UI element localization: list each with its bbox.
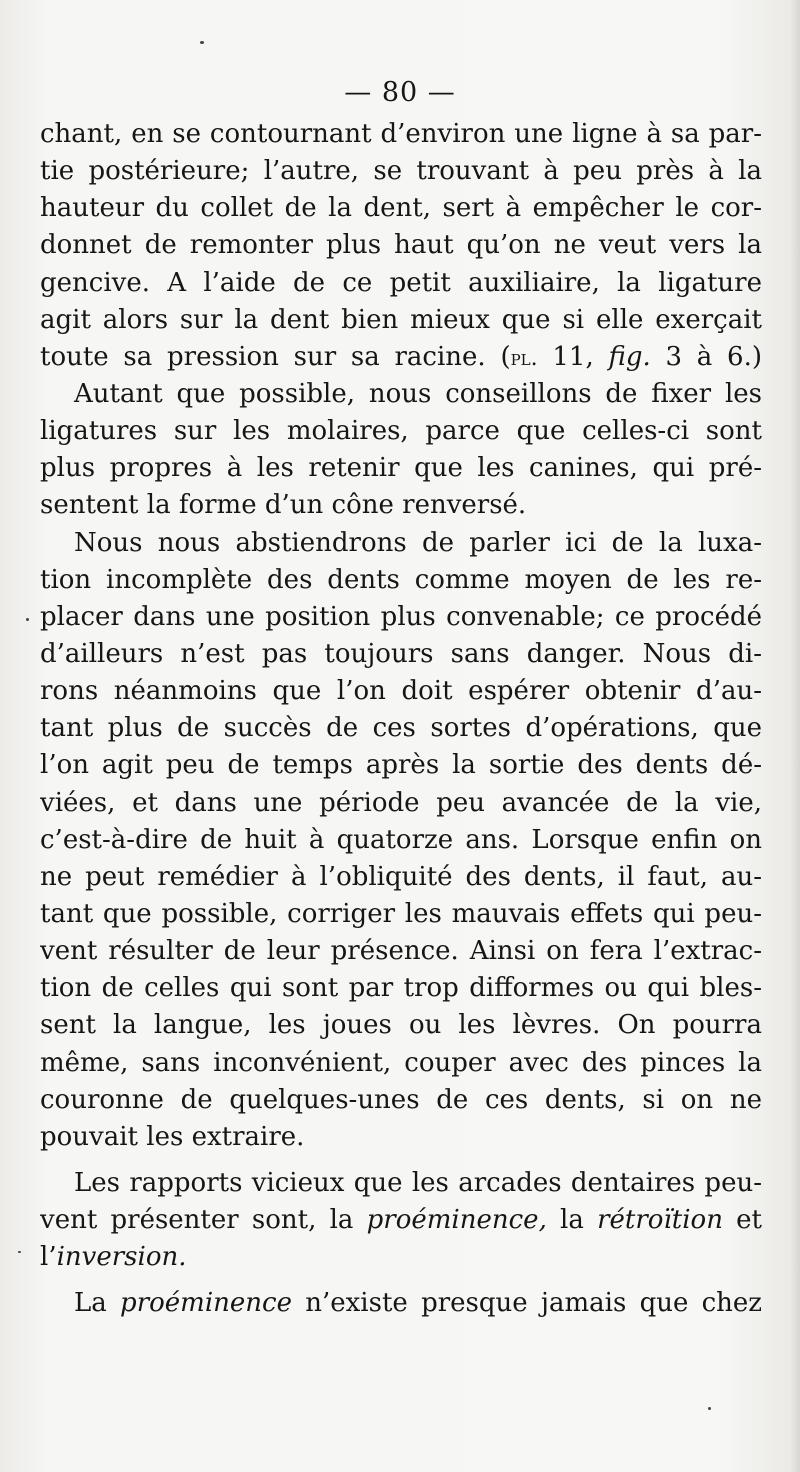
text-line <box>40 1007 762 1044</box>
text-line <box>40 487 762 524</box>
line-text: Autant que possible, nous conseillons de fixer les <box>74 378 762 409</box>
line-text: c’est-à-dire de huit à quatorze ans. Lorsque enfin on <box>40 824 762 855</box>
line-text: tant plus de succès de ces sortes d’opérations, que <box>40 713 762 744</box>
text-line <box>40 450 762 487</box>
text-line <box>40 896 762 933</box>
text-line <box>40 562 762 599</box>
italic-text: inversion. <box>56 1242 187 1273</box>
line-text: l’on agit peu de temps après la sortie des dents dé- <box>40 750 762 781</box>
text-line <box>40 933 762 970</box>
text-line <box>40 599 762 636</box>
line-text: donnet de remonter plus haut qu’on ne veut vers la <box>40 230 762 261</box>
text-line <box>40 227 762 264</box>
line-text: tie postérieure; l’autre, se trouvant à peu près à la <box>40 156 762 187</box>
line-text: placer dans une position plus convenable; ce procédé <box>40 601 762 632</box>
text-line <box>40 1202 762 1239</box>
line-text: hauteur du collet de la dent, sert à empêcher le cor- <box>40 193 762 224</box>
line-text: l’ <box>40 1242 57 1273</box>
line-text: tion de celles qui sont par trop difformes ou qui bles- <box>40 973 762 1004</box>
italic-text: rétroïtion <box>597 1205 723 1236</box>
text-line <box>40 302 762 339</box>
italic-text: proéminence <box>120 1288 292 1319</box>
line-text: tion incomplète des dents comme moyen de les re- <box>40 564 762 595</box>
small-caps-text: pl. <box>510 345 538 371</box>
ink-speck <box>200 41 204 44</box>
text-line <box>40 1165 762 1202</box>
line-text: ligatures sur les molaires, parce que celles-ci sont <box>40 416 762 447</box>
line-text: gencive. A l’aide de ce petit auxiliaire, la ligature <box>40 267 762 298</box>
line-text: tant que possible, corriger les mauvais effets qui peu- <box>40 898 762 929</box>
text-line <box>40 339 762 376</box>
text-line <box>40 525 762 562</box>
body-text <box>40 116 762 1323</box>
text-line <box>40 673 762 710</box>
text-line <box>40 970 762 1007</box>
text-line <box>40 1119 762 1156</box>
line-text: vent présenter sont, la <box>40 1205 367 1236</box>
line-text: Nous nous abstiendrons de parler ici de la luxa- <box>74 527 762 558</box>
page-edge-shadow <box>790 0 800 1472</box>
italic-text: proéminence, <box>366 1205 547 1236</box>
line-text: plus propres à les retenir que les canines, qui pré- <box>40 453 762 484</box>
ink-speck <box>18 1251 21 1253</box>
text-line <box>40 1045 762 1082</box>
text-line <box>40 822 762 859</box>
line-text: ne peut remédier à l’obliquité des dents, il faut, au- <box>40 861 762 892</box>
ink-speck <box>708 1407 711 1410</box>
italic-text: fig. <box>608 341 651 372</box>
line-text: n’existe presque jamais que chez <box>291 1288 762 1319</box>
text-line <box>40 1285 762 1322</box>
text-line <box>40 859 762 896</box>
text-line <box>40 413 762 450</box>
text-line <box>40 190 762 227</box>
text-line <box>40 1239 762 1276</box>
text-line <box>40 636 762 673</box>
line-text: vent résulter de leur présence. Ainsi on fera l’extrac- <box>40 936 762 967</box>
line-text: rons néanmoins que l’on doit espérer obtenir d’au- <box>40 676 762 707</box>
line-text: la <box>546 1205 598 1236</box>
line-text: viées, et dans une période peu avancée de la vie, <box>40 787 762 818</box>
line-text: même, sans inconvénient, couper avec des pinces la <box>40 1047 762 1078</box>
text-line <box>40 153 762 190</box>
line-text: La <box>74 1288 121 1319</box>
line-text: d’ailleurs n’est pas toujours sans danger. Nous di- <box>40 638 762 669</box>
line-text: sent la langue, les joues ou les lèvres. On pourra <box>40 1010 762 1041</box>
text-line <box>40 785 762 822</box>
line-text: chant, en se contournant d’environ une ligne à sa par- <box>40 119 762 149</box>
line-text: pouvait les extraire. <box>40 1121 305 1152</box>
line-text: 3 à 6.) <box>650 341 762 372</box>
line-text: 11, <box>537 341 609 372</box>
text-line <box>40 747 762 784</box>
line-text: sentent la forme d’un cône renversé. <box>40 490 527 521</box>
line-text: et <box>722 1205 762 1236</box>
text-line <box>40 265 762 302</box>
text-line <box>40 116 762 153</box>
text-line <box>40 710 762 747</box>
line-text: Les rapports vicieux que les arcades dentaires peu- <box>74 1167 762 1198</box>
page-number: — 80 — <box>344 77 456 108</box>
line-text: agit alors sur la dent bien mieux que si elle exerçait <box>40 304 762 335</box>
line-text: couronne de quelques-unes de ces dents, si on ne <box>40 1084 762 1115</box>
text-line <box>40 1082 762 1119</box>
ink-speck <box>26 618 29 621</box>
line-text: toute sa pression sur sa racine. ( <box>40 341 511 372</box>
text-line <box>40 376 762 413</box>
